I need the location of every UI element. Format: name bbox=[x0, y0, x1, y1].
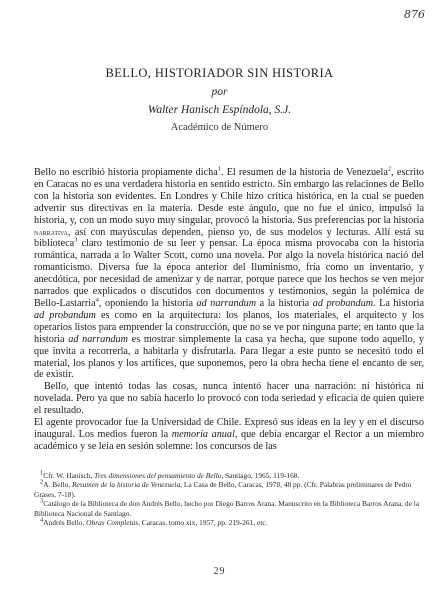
footnote-ref: 1 bbox=[217, 165, 221, 173]
page-number: 29 bbox=[213, 566, 226, 577]
article-title: BELLO, HISTORIADOR SIN HISTORIA bbox=[105, 66, 334, 80]
footnote-4: $^4$Andrés Bello, Obras Completas, Caracas, tomo xix, 1957, pp. 219-261, etc. bbox=[40, 516, 268, 528]
footnote-1: $^1$Cfr. W. Hanisch, Tres dimensiones del pensamiento de Bello, Santiago, 1965, 119-168. bbox=[40, 469, 300, 480]
paragraph-3: El agente provocador fue la Universidad de Chile. Expresó sus ideas en la ley y en el discurso inaugural. Los medios fueron la memoria anual, que debía encargar el Rector a un miembro académico y se leía en sesión solemne: los concursos de las bbox=[34, 417, 424, 452]
handwritten-page-number: 876 bbox=[404, 8, 425, 21]
paragraph-1: Bello no escribió historia propiamente dicha$^1$. El resumen de la historia de Venezuela$^2$, escrito en Caracas no es una verdadera historia en sentido estricto. Sin embargo las relaciones de Bello con la historia son evidentes. En Londres y Chile hizo crítica histórica, en la cual se pueden advertir sus directivas en la materia. Desde este ángulo, que no fue el único, impulsó la historia, y, con un modo suyo muy singular, provocó la historia. Sus preferencias por la historia narrativa, así con mayúsculas dependen, pienso yo, de sus modelos y lecturas. Allí está su biblioteca$^3$ claro testimonio de su leer y pensar. La época misma provocaba con la historia romántica, narrada a lo Walter Scott, como una novela. Por algo la novela histórica nació del romanticismo. Diversa fue la época anterior del Iluminismo, fría como un inventario, y anecdótica, por necesidad de amenizar y de narrar, porque parece que los hechos se ven mejor narrados que explicados o discutidos con documentos y testimonios, según la polémica de Bello-Lastarria$^4$, oponiendo la historia ad narrandum a la historia ad probandum. La historia ad probandum es como en la arquitectura: los planos, los materiales, el arquitecto y los operarios listos para emprender la construcción, que no se ve por ninguna parte; en tanto que la historia ad narrandum es mostrar simplemente la casa ya hecha, que supone todo aquello, y que invita a recorrerla, a habitarla y disfrutarla. Para llegar a este punto se necesitó todo el material, los planos y los artífices, que suponemos, pero la obra hecha tiene el encanto de ser, de existir. bbox=[34, 165, 424, 381]
article-body bbox=[34, 167, 424, 453]
byline-por: por bbox=[211, 86, 228, 98]
footnote-ref: 2 bbox=[387, 165, 392, 173]
footnote-ref: 3 bbox=[74, 237, 78, 245]
author-name: Walter Hanisch Espíndola, S.J. bbox=[147, 104, 292, 116]
footnote-3: $^3$Catálogo de la Biblioteca de don Andrés Bello, hecho por Diego Barros Arana. Manuscrito en la Biblioteca Barros Arana, de la Biblioteca Nacional de Santiago. bbox=[34, 497, 420, 518]
paragraph-2: Bello, que intentó todas las cosas, nunca intentó hacer una narración: ni histórica ni novelada. Pero ya que no sabía hacerlo lo provocó con toda seriedad y eficacia de quien quiere el resultado. bbox=[34, 381, 424, 417]
footnote-2: $^2$A. Bello, Resumen de la historia de Venezuela, La Casa de Bello, Caracas, 1978, 48 pp. (Cfr. Palabras preliminares de Pedro Grases, 7-18). bbox=[34, 478, 412, 499]
footnotes bbox=[34, 471, 424, 527]
small-caps-term: narrativa bbox=[34, 226, 68, 237]
footnote-ref: 4 bbox=[95, 296, 99, 304]
author-affiliation: Académico de Número bbox=[170, 122, 269, 133]
